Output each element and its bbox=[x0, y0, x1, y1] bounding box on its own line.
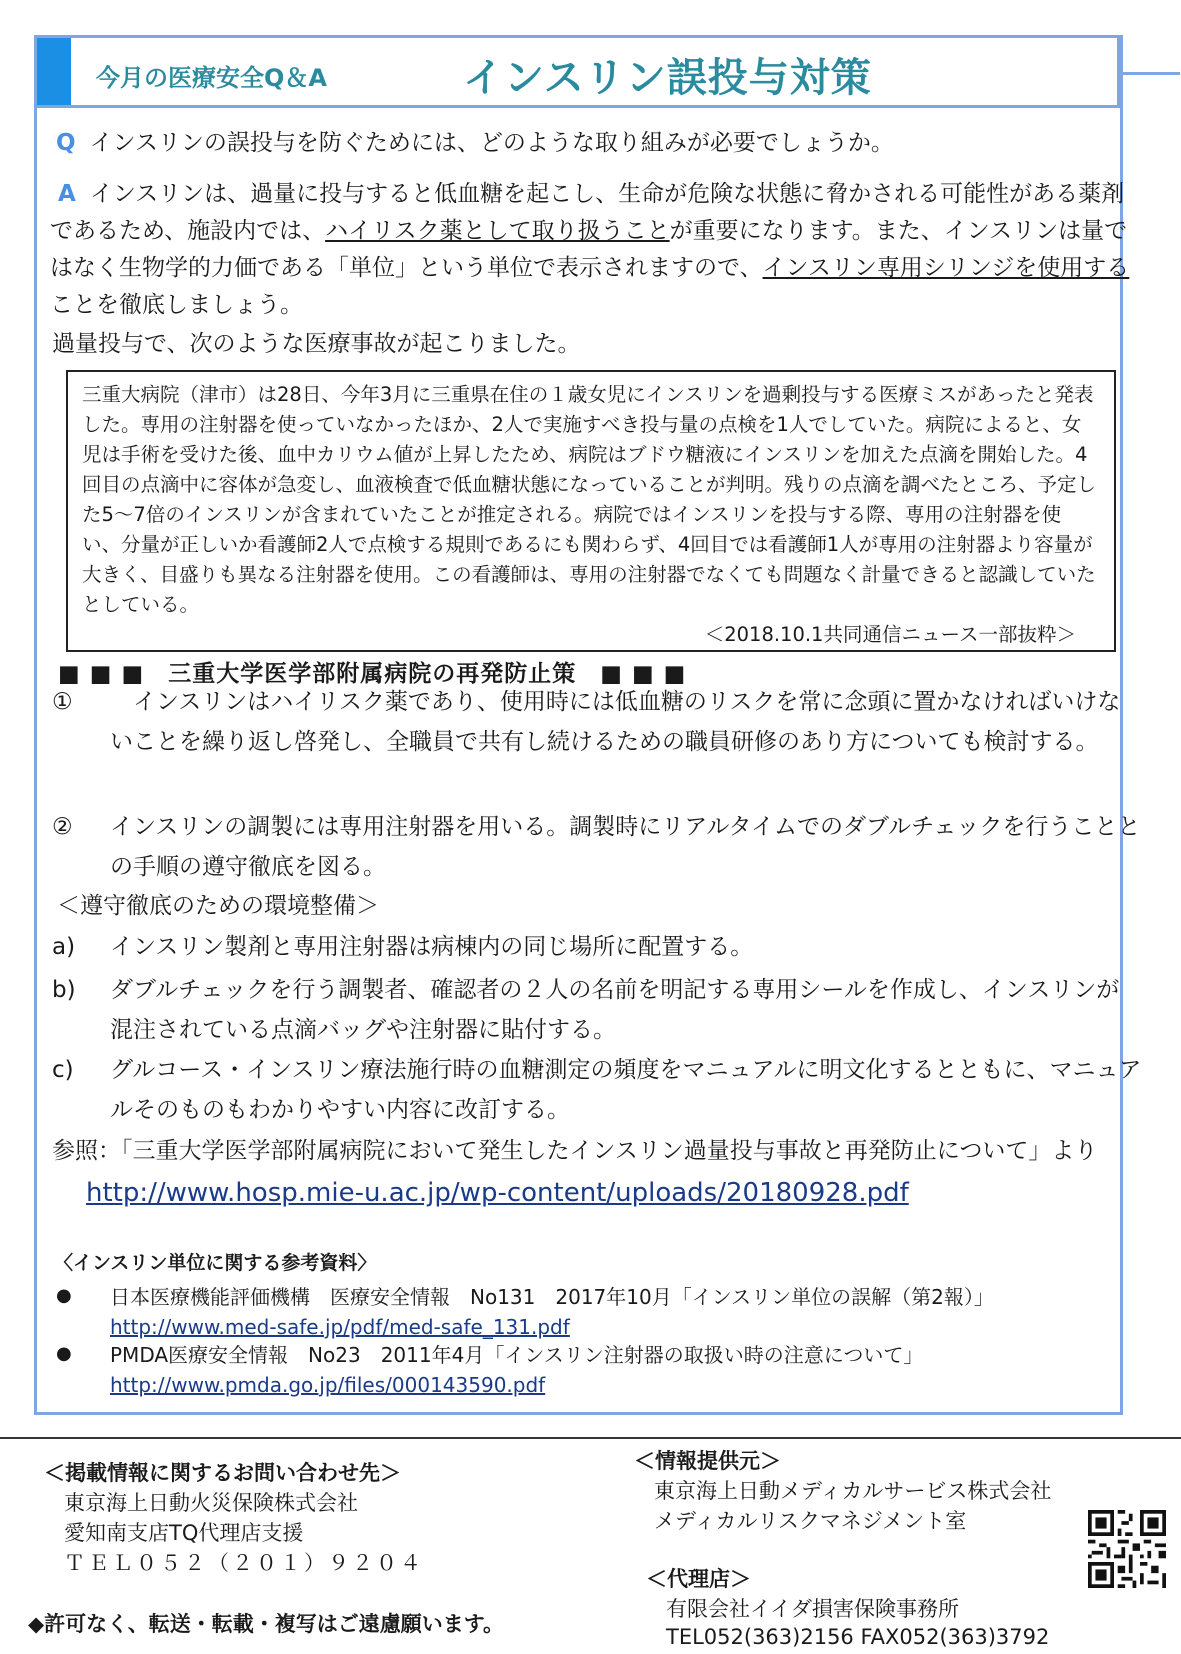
contact-branch: 愛知南支店TQ代理店支援 bbox=[64, 1521, 304, 1545]
news-source: ＜2018.10.1共同通信ニュース一部抜粋＞ bbox=[704, 623, 1076, 646]
q-mark: Q bbox=[56, 130, 76, 156]
measure-marker: ② bbox=[52, 814, 73, 840]
answer-text-3: ことを徹底しましょう。 bbox=[50, 292, 303, 318]
provider-dept: メディカルリスクマネジメント室 bbox=[654, 1509, 967, 1533]
env-subheading: ＜遵守徹底のための環境整備＞ bbox=[57, 893, 379, 919]
env-text: ダブルチェックを行う調製者、確認者の２人の名前を明記する専用シールを作成し、インスリンが混注されている点滴バッグや注射器に貼付する。 bbox=[110, 977, 1120, 1043]
provider-company: 東京海上日動メディカルサービス株式会社 bbox=[654, 1479, 1052, 1503]
env-marker: a) bbox=[52, 934, 76, 960]
reference-link[interactable]: http://www.hosp.mie-u.ac.jp/wp-content/uploads/20180928.pdf bbox=[86, 1178, 909, 1208]
measure-item bbox=[52, 682, 1142, 762]
contact-title: ＜掲載情報に関するお問い合わせ先＞ bbox=[44, 1461, 401, 1485]
copy-notice: ◆許可なく、転送・転載・複写はご遠慮願います。 bbox=[28, 1612, 505, 1636]
env-item bbox=[52, 1050, 1142, 1130]
reference-item-link[interactable]: http://www.pmda.go.jp/files/000143590.pdf bbox=[110, 1373, 546, 1397]
env-marker: b) bbox=[52, 977, 76, 1003]
qr-code-icon bbox=[1088, 1510, 1166, 1588]
bullet-icon: ● bbox=[56, 1343, 72, 1364]
header-connector-line bbox=[1120, 72, 1180, 75]
reference-item-text: PMDA医療安全情報 No23 2011年4月「インスリン注射器の取扱い時の注意について」 bbox=[110, 1343, 924, 1367]
env-text: インスリン製剤と専用注射器は病棟内の同じ場所に配置する。 bbox=[110, 934, 754, 960]
reference-paragraph bbox=[52, 1130, 1142, 1215]
accident-intro: 過量投与で、次のような医療事故が起こりました。 bbox=[52, 331, 581, 357]
measure-marker: ① bbox=[52, 689, 73, 715]
answer-paragraph bbox=[50, 176, 1140, 324]
page-title: インスリン誤投与対策 bbox=[463, 55, 872, 101]
contact-company: 東京海上日動火災保険株式会社 bbox=[64, 1491, 358, 1515]
agency-tel: TEL052(363)2156 FAX052(363)3792 bbox=[666, 1625, 1050, 1649]
measure-item bbox=[52, 807, 1142, 887]
reference-item-link[interactable]: http://www.med-safe.jp/pdf/med-safe_131.pdf bbox=[110, 1315, 570, 1339]
env-item bbox=[52, 927, 1142, 967]
answer-text-1: インスリンは、過量に投与すると低血糖を起こし、生命が危険な状態に脅かされる可能性がある薬剤であるため、施設内では、 bbox=[50, 181, 1125, 244]
env-text: グルコース・インスリン療法施行時の血糖測定の頻度をマニュアルに明文化するとともに、マニュアルそのものもわかりやすい内容に改訂する。 bbox=[110, 1057, 1142, 1123]
measures-title: ■ ■ ■ 三重大学医学部附属病院の再発防止策 ■ ■ ■ bbox=[58, 661, 687, 687]
env-item bbox=[52, 970, 1142, 1050]
header-small-title: 今月の医療安全Q＆A bbox=[96, 64, 327, 92]
contact-tel: ＴＥＬ０５２（２０１）９２０４ bbox=[64, 1551, 424, 1575]
provider-title: ＜情報提供元＞ bbox=[634, 1449, 781, 1473]
a-mark: A bbox=[58, 181, 76, 207]
bullet-icon: ● bbox=[56, 1285, 72, 1306]
reference-list-item bbox=[52, 1282, 1142, 1342]
agency-title: ＜代理店＞ bbox=[646, 1567, 751, 1591]
reference-text: 参照：「三重大学医学部附属病院において発生したインスリン過量投与事故と再発防止について」より bbox=[52, 1138, 1098, 1164]
reference-item-text: 日本医療機能評価機構 医療安全情報 No131 2017年10月「インスリン単位の誤解（第2報）」 bbox=[110, 1285, 994, 1309]
env-marker: c) bbox=[52, 1057, 74, 1083]
answer-underline-1: ハイリスク薬として取り扱うこと bbox=[325, 218, 670, 244]
footer-divider bbox=[0, 1437, 1181, 1439]
answer-text-2: が重要になります。また、インスリンは量ではなく生物学的力価である「単位」という単位で表示されますので、 bbox=[50, 218, 1128, 281]
measure-text: インスリンの調製には専用注射器を用いる。調製時にリアルタイムでのダブルチェックを行うこととの手順の遵守徹底を図る。 bbox=[110, 814, 1141, 880]
measure-text: インスリンはハイリスク薬であり、使用時には低血糖のリスクを常に念頭に置かなければいけないことを繰り返し啓発し、全職員で共有し続けるための職員研修のあり方についても検討する。 bbox=[110, 689, 1121, 755]
agency-name: 有限会社イイダ損害保険事務所 bbox=[666, 1597, 959, 1621]
header-accent-bar bbox=[37, 38, 71, 105]
news-excerpt-box bbox=[66, 370, 1116, 652]
references-title: 〈インスリン単位に関する参考資料〉 bbox=[54, 1252, 377, 1274]
question-text: インスリンの誤投与を防ぐためには、どのような取り組みが必要でしょうか。 bbox=[89, 130, 894, 156]
news-body: 三重大病院（津市）は28日、今年3月に三重県在住の１歳女児にインスリンを過剰投与する医療ミスがあったと発表した。専用の注射器を使っていなかったほか、2人で実施すべき投与量の点検を1人でしていた。病院によると、女児は手術を受けた後、血中カリウム値が上昇したため、病院はブドウ糖液にインスリンを加えた点滴を開始した。4回目の点滴中に容体が急変し、血液検査で低血糖状態になっていることが判明。残りの点滴を調べたところ、予定した5～7倍のインスリンが含まれていたことが推定される。病院ではインスリンを投与する際、専用の注射器を使い、分量が正しいか看護師2人で点検する規則であるにも関わらず、4回目では看護師1人が専用の注射器より容量が大きく、目盛りも異なる注射器を使用。この看護師は、専用の注射器でなくても問題なく計量できると認識していたとしている。 bbox=[82, 383, 1097, 616]
question-line bbox=[56, 124, 894, 157]
reference-list-item bbox=[52, 1340, 1142, 1400]
answer-underline-2: インスリン専用シリンジを使用する bbox=[762, 255, 1130, 281]
